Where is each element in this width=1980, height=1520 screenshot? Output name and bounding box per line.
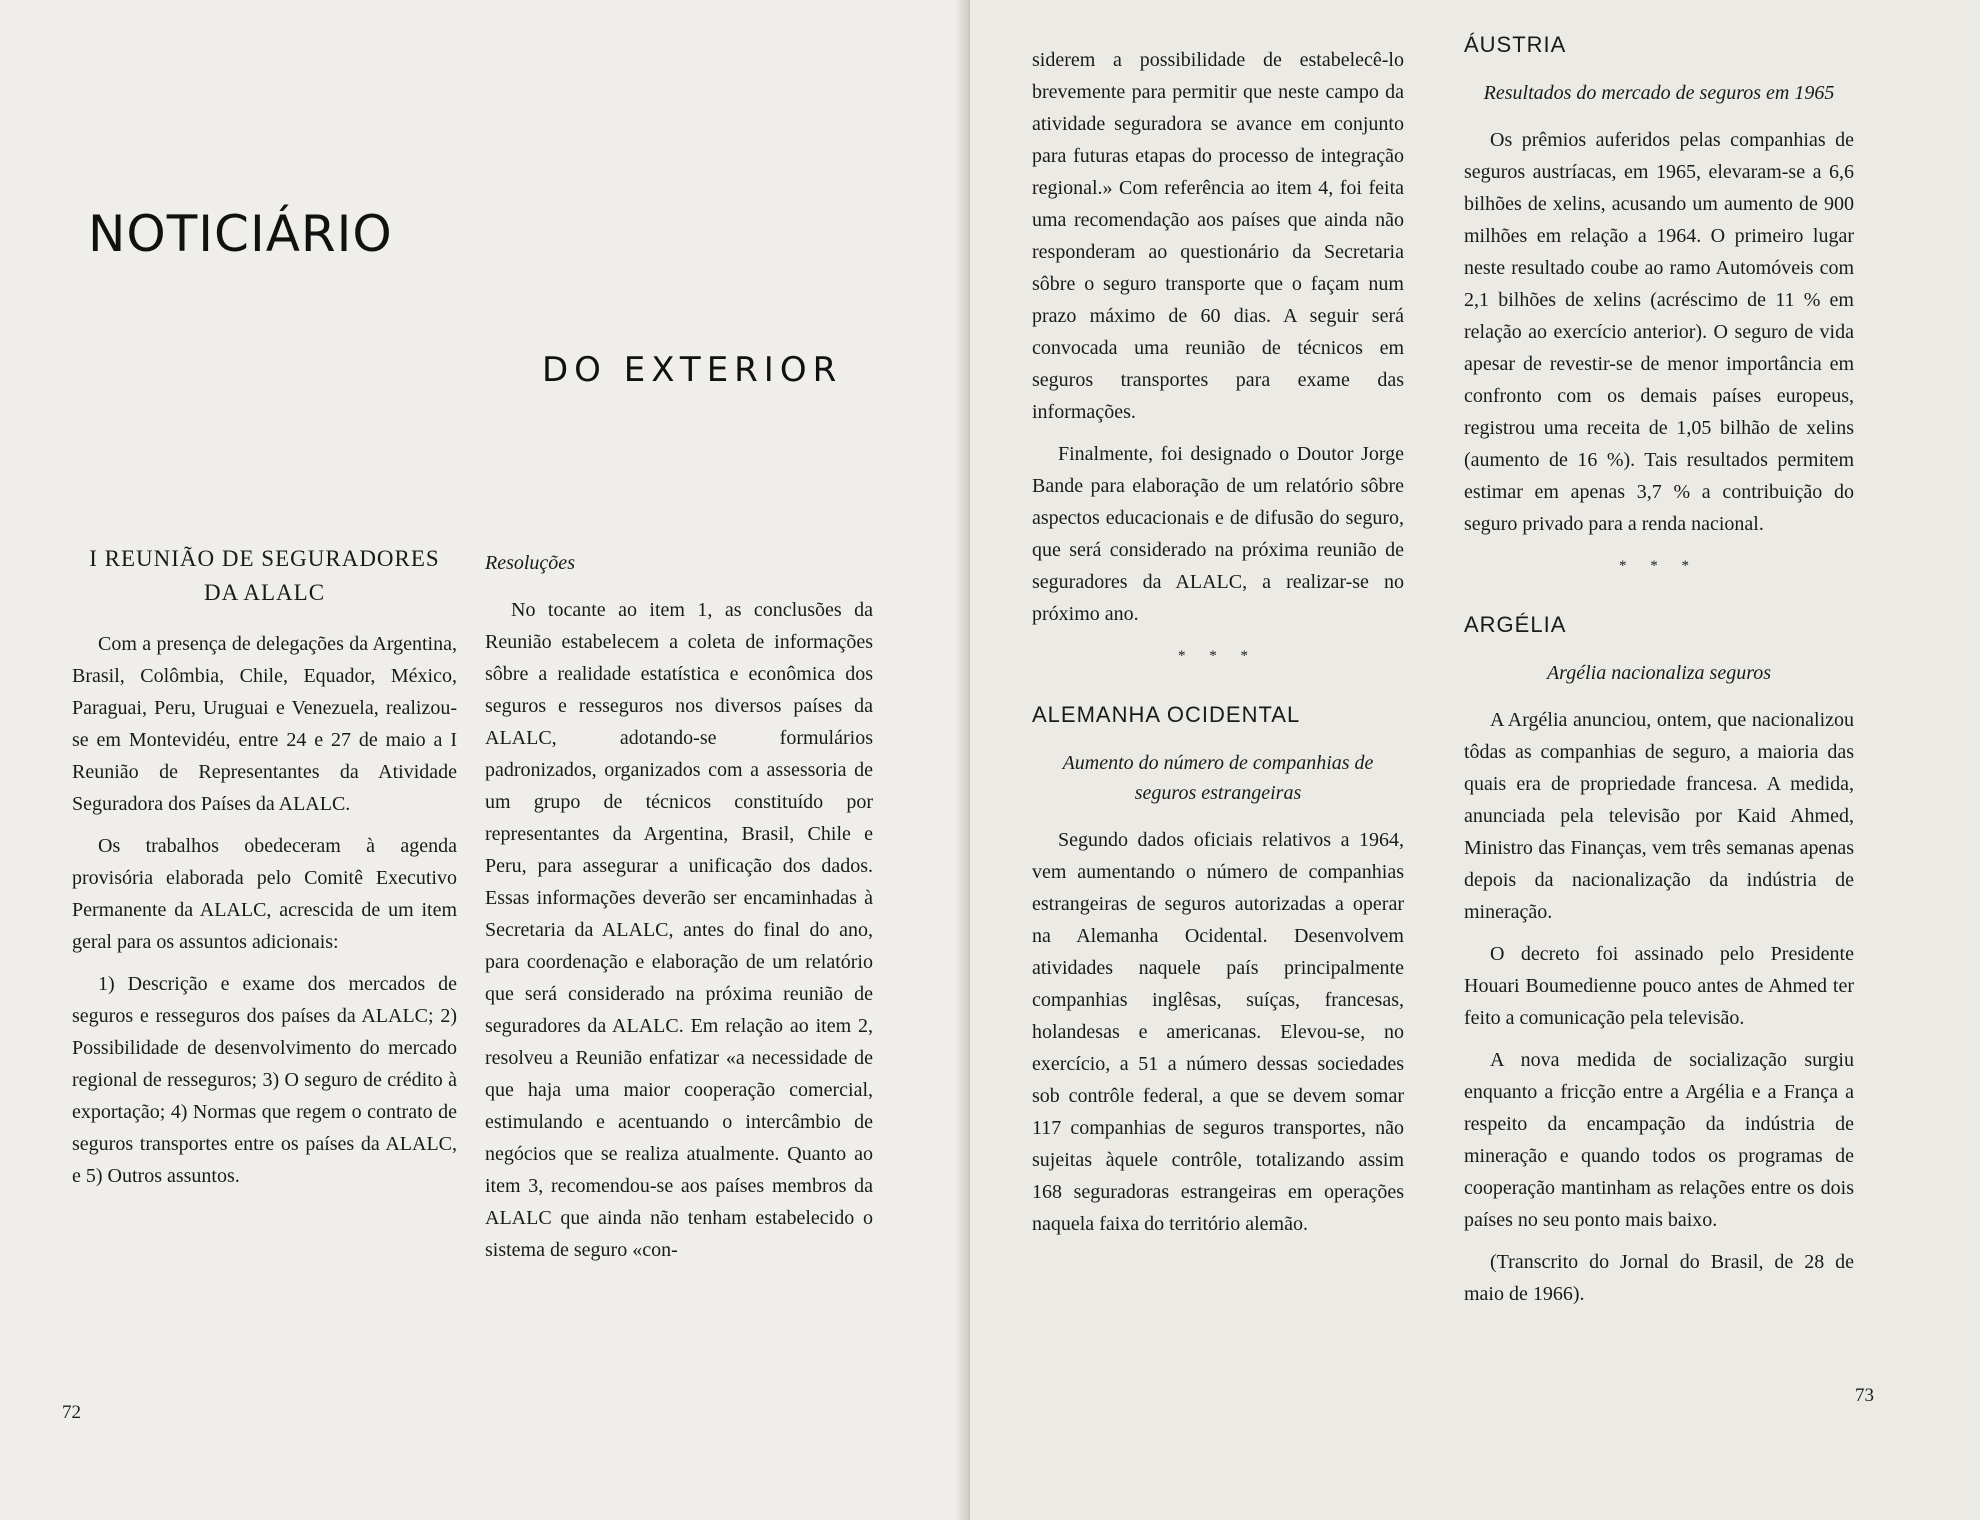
paragraph: 1) Descrição e exame dos mercados de seguros e resseguros dos países da ALALC; 2) Possibilidade de desenvolvimento do mercado regional de resseguros; 3) O seguro de crédito à exportação; 4) Normas que regem o contrato de seguros transportes entre os países da ALALC, e 5) Outros assuntos. xyxy=(72,973,457,1187)
paragraph: Os trabalhos obedeceram à agenda provisória elaborada pelo Comitê Executivo Permanente da ALALC, acrescida de um item geral para os assuntos adicionais: xyxy=(72,835,457,953)
subheading-resolucoes: Resoluções xyxy=(485,552,575,574)
article-heading-alemanha: ALEMANHA OCIDENTAL xyxy=(1032,702,1301,727)
left-page xyxy=(0,0,970,1520)
paragraph: A Argélia anunciou, ontem, que nacionalizou tôdas as companhias de seguro, a maioria das quais era de propriedade francesa. A medida, anunciada pela televisão por Kaid Ahmed, Ministro das Finanças, vem três semanas apenas depois da nacionalização da indústria de mineração. xyxy=(1464,709,1854,923)
subheading-argelia: Argélia nacionaliza seguros xyxy=(1546,662,1772,684)
paragraph: Os prêmios auferidos pelas companhias de seguros austríacas, em 1965, elevaram-se a 6,6 bilhões de xelins, acusando um aumento de 900 milhões em relação a 1964. O primeiro lugar neste resultado coube ao ramo Automóveis com 2,1 bilhões de xelins (acréscimo de 11 % em relação ao exercício anterior). O seguro de vida apesar de revestir-se de menor importância em confronto com os demais países europeus, registrou uma receita de 1,05 bilhão de xelins (aumento de 16 %). Tais resultados permitem estimar em apenas 3,7 % a contribuição do seguro privado para a renda nacional. xyxy=(1464,129,1854,535)
paragraph: Segundo dados oficiais relativos a 1964, vem aumentando o número de companhias estrangeiras de seguros autorizadas a operar na Alemanha Ocidental. Desenvolvem atividades naquele país principalmente companhias inglêsas, suíças, francesas, holandesas e americanas. Elevou-se, no exercício, a 51 a número dessas sociedades sob contrôle federal, a que se devem somar 117 companhias de seguros transportes, não sujeitas àquele contrôle, totalizando assim 168 seguradoras estrangeiras em operações naquela faixa do território alemão. xyxy=(1032,829,1404,1235)
paragraph: (Transcrito do Jornal do Brasil, de 28 de maio de 1966). xyxy=(1464,1251,1854,1305)
section-separator: * * * xyxy=(1178,648,1258,664)
page-number: 73 xyxy=(1855,1385,1874,1406)
section-title: NOTICIÁRIO xyxy=(88,205,393,263)
page-number: 72 xyxy=(62,1402,81,1423)
column-resolucoes xyxy=(485,548,873,1276)
article-heading-argelia: ARGÉLIA xyxy=(1464,612,1567,637)
paragraph: Com a presença de delegações da Argentina, Brasil, Colômbia, Chile, Equador, México, Paraguai, Peru, Uruguai e Venezuela, realizou-se em Montevidéu, entre 24 e 27 de maio a I Reunião de Representantes da Atividade Seguradora dos Países da ALALC. xyxy=(72,633,457,815)
article-heading-alalc: I REUNIÃO DE SEGURADORES DA ALALC xyxy=(89,546,440,605)
paragraph: Finalmente, foi designado o Doutor Jorge Bande para elaboração de um relatório sôbre aspectos educacionais e de difusão do seguro, que será considerado na próxima reunião de seguradores da ALALC, a realizar-se no próximo ano. xyxy=(1032,443,1404,625)
subheading-austria: Resultados do mercado de seguros em 1965 xyxy=(1483,82,1835,104)
paragraph: No tocante ao item 1, as conclusões da Reunião estabelecem a coleta de informações sôbre a realidade estatística e econômica dos seguros e resseguros nos diversos países da ALALC, adotando-se formulários padronizados, organizados com a assessoria de um grupo de técnicos constituído por representantes da Argentina, Brasil, Chile e Peru, para assegurar a unificação dos dados. Essas informações deverão ser encaminhadas à Secretaria da ALALC, antes do final do ano, para coordenação e elaboração de um relatório que será considerado na próxima reunião de seguradores da ALALC. Em relação ao item 2, resolveu a Reunião enfatizar «a necessidade de que haja uma maior cooperação comercial, estimulando e acentuando o intercâmbio de negócios que se realiza atualmente. Quanto ao item 3, recomendou-se aos países membros da ALALC que ainda não tenham estabelecido o sistema de seguro «con- xyxy=(485,599,873,1261)
column-austria-argelia xyxy=(1464,30,1854,1320)
paragraph: A nova medida de socialização surgiu enquanto a fricção entre a Argélia e a França a respeito da encampação da indústria de mineração e quando todos os programas de cooperação mantinham as relações entre os dois países no seu ponto mais baixo. xyxy=(1464,1049,1854,1231)
paragraph: O decreto foi assinado pelo Presidente Houari Boumedienne pouco antes de Ahmed ter feito a comunicação pela televisão. xyxy=(1464,943,1854,1029)
article-heading-austria: ÁUSTRIA xyxy=(1464,32,1567,57)
column-continuation xyxy=(1032,44,1404,1250)
column-alalc xyxy=(72,542,457,1202)
section-separator: * * * xyxy=(1619,558,1699,574)
subheading-alemanha: Aumento do número de companhias de seguros estrangeiras xyxy=(1062,752,1374,804)
section-subtitle: DO EXTERIOR xyxy=(542,350,843,390)
right-page xyxy=(970,0,1980,1520)
paragraph: siderem a possibilidade de estabelecê-lo brevemente para permitir que neste campo da atividade seguradora se avance em conjunto para futuras etapas do processo de integração regional.» Com referência ao item 4, foi feita uma recomendação aos países que ainda não responderam ao questionário da Secretaria sôbre o seguro transporte que o façam num prazo máximo de 60 dias. A seguir será convocada uma reunião de técnicos em seguros transportes para exame das informações. xyxy=(1032,49,1404,423)
